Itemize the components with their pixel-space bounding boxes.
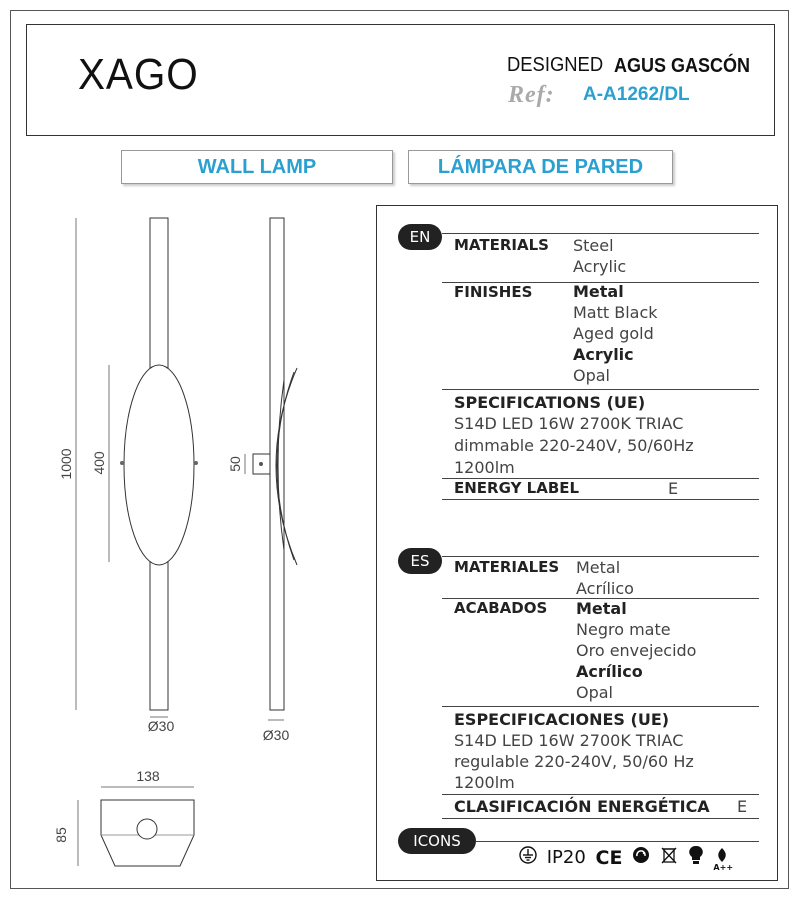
certification-icons bbox=[519, 845, 735, 870]
front-view bbox=[120, 218, 198, 710]
ref-label: Ref: bbox=[508, 82, 555, 108]
ce-icon: CE bbox=[595, 846, 623, 869]
dim-depth-label: 85 bbox=[53, 827, 69, 843]
rule-es-top bbox=[442, 556, 759, 557]
es-finish-group-acrylic: Acrílico bbox=[576, 662, 643, 681]
tag-es: ES bbox=[398, 548, 442, 574]
es-finishes-label: ACABADOS bbox=[454, 599, 548, 617]
es-spec-1: S14D LED 16W 2700K TRIAC bbox=[454, 731, 684, 750]
designer-name: AGUS GASCÓN bbox=[614, 55, 751, 77]
es-energy-label: CLASIFICACIÓN ENERGÉTICA bbox=[454, 797, 710, 816]
top-view-rod bbox=[137, 819, 157, 839]
title-en: WALL LAMP bbox=[121, 150, 393, 184]
tag-icons: ICONS bbox=[398, 828, 476, 854]
es-finish-2: Oro envejecido bbox=[576, 641, 697, 660]
brand-name: XAGO bbox=[78, 50, 199, 99]
rule-es-3 bbox=[442, 794, 759, 795]
dim-width-label: 138 bbox=[136, 768, 160, 784]
en-energy-value: E bbox=[668, 479, 679, 498]
rule-en-bottom bbox=[442, 499, 759, 500]
en-finish-group-metal: Metal bbox=[573, 282, 624, 301]
en-energy-label: ENERGY LABEL bbox=[454, 479, 580, 497]
en-materials-label: MATERIALS bbox=[454, 236, 549, 254]
weee-bin-icon bbox=[660, 845, 678, 870]
es-spec-3: 1200lm bbox=[454, 773, 515, 792]
en-material-1: Steel bbox=[573, 236, 614, 255]
dim-diam-front: Ø30 bbox=[147, 718, 175, 734]
side-view bbox=[253, 218, 297, 710]
es-material-2: Acrílico bbox=[576, 579, 634, 598]
es-material-1: Metal bbox=[576, 558, 621, 577]
tag-en: EN bbox=[398, 224, 442, 250]
en-spec-3: 1200lm bbox=[454, 458, 515, 477]
en-material-2: Acrylic bbox=[573, 257, 627, 276]
es-finish-group-metal: Metal bbox=[576, 599, 627, 618]
ground-icon bbox=[519, 846, 537, 869]
en-spec-1: S14D LED 16W 2700K TRIAC bbox=[454, 414, 684, 433]
en-spec-2: dimmable 220-240V, 50/60Hz bbox=[454, 436, 694, 455]
rule-icons bbox=[476, 841, 759, 842]
dim-diam-side: Ø30 bbox=[262, 727, 290, 743]
dim-mount-label: 50 bbox=[227, 456, 243, 472]
energy-class-icon bbox=[713, 847, 734, 872]
ref-value: A-A1262/DL bbox=[583, 84, 690, 105]
en-finishes-label: FINISHES bbox=[454, 283, 533, 301]
technical-drawing bbox=[0, 0, 375, 900]
led-bulb-icon bbox=[688, 845, 704, 870]
es-spec-2: regulable 220-240V, 50/60 Hz bbox=[454, 752, 694, 771]
dim-shade-label: 400 bbox=[91, 451, 107, 475]
energy-class-label: A++ bbox=[713, 863, 734, 872]
rule-es-2 bbox=[442, 706, 759, 707]
en-specs-label: SPECIFICATIONS (UE) bbox=[454, 393, 646, 412]
rule-en-top bbox=[442, 233, 759, 234]
rule-en-2 bbox=[442, 389, 759, 390]
es-finish-3: Opal bbox=[576, 683, 613, 702]
en-finish-group-acrylic: Acrylic bbox=[573, 345, 634, 364]
en-finish-3: Opal bbox=[573, 366, 610, 385]
ip20-label: IP20 bbox=[546, 847, 586, 868]
es-specs-label: ESPECIFICACIONES (UE) bbox=[454, 710, 670, 729]
front-shade bbox=[124, 365, 194, 565]
rule-es-bottom bbox=[442, 818, 759, 819]
title-es: LÁMPARA DE PARED bbox=[408, 150, 673, 184]
recycle-icon bbox=[632, 846, 650, 869]
es-materials-label: MATERIALES bbox=[454, 558, 560, 576]
en-finish-2: Aged gold bbox=[573, 324, 654, 343]
es-finish-1: Negro mate bbox=[576, 620, 671, 639]
dim-total-label: 1000 bbox=[58, 448, 74, 480]
es-energy-value: E bbox=[737, 797, 748, 816]
designed-label: DESIGNED bbox=[507, 54, 604, 76]
en-finish-1: Matt Black bbox=[573, 303, 658, 322]
